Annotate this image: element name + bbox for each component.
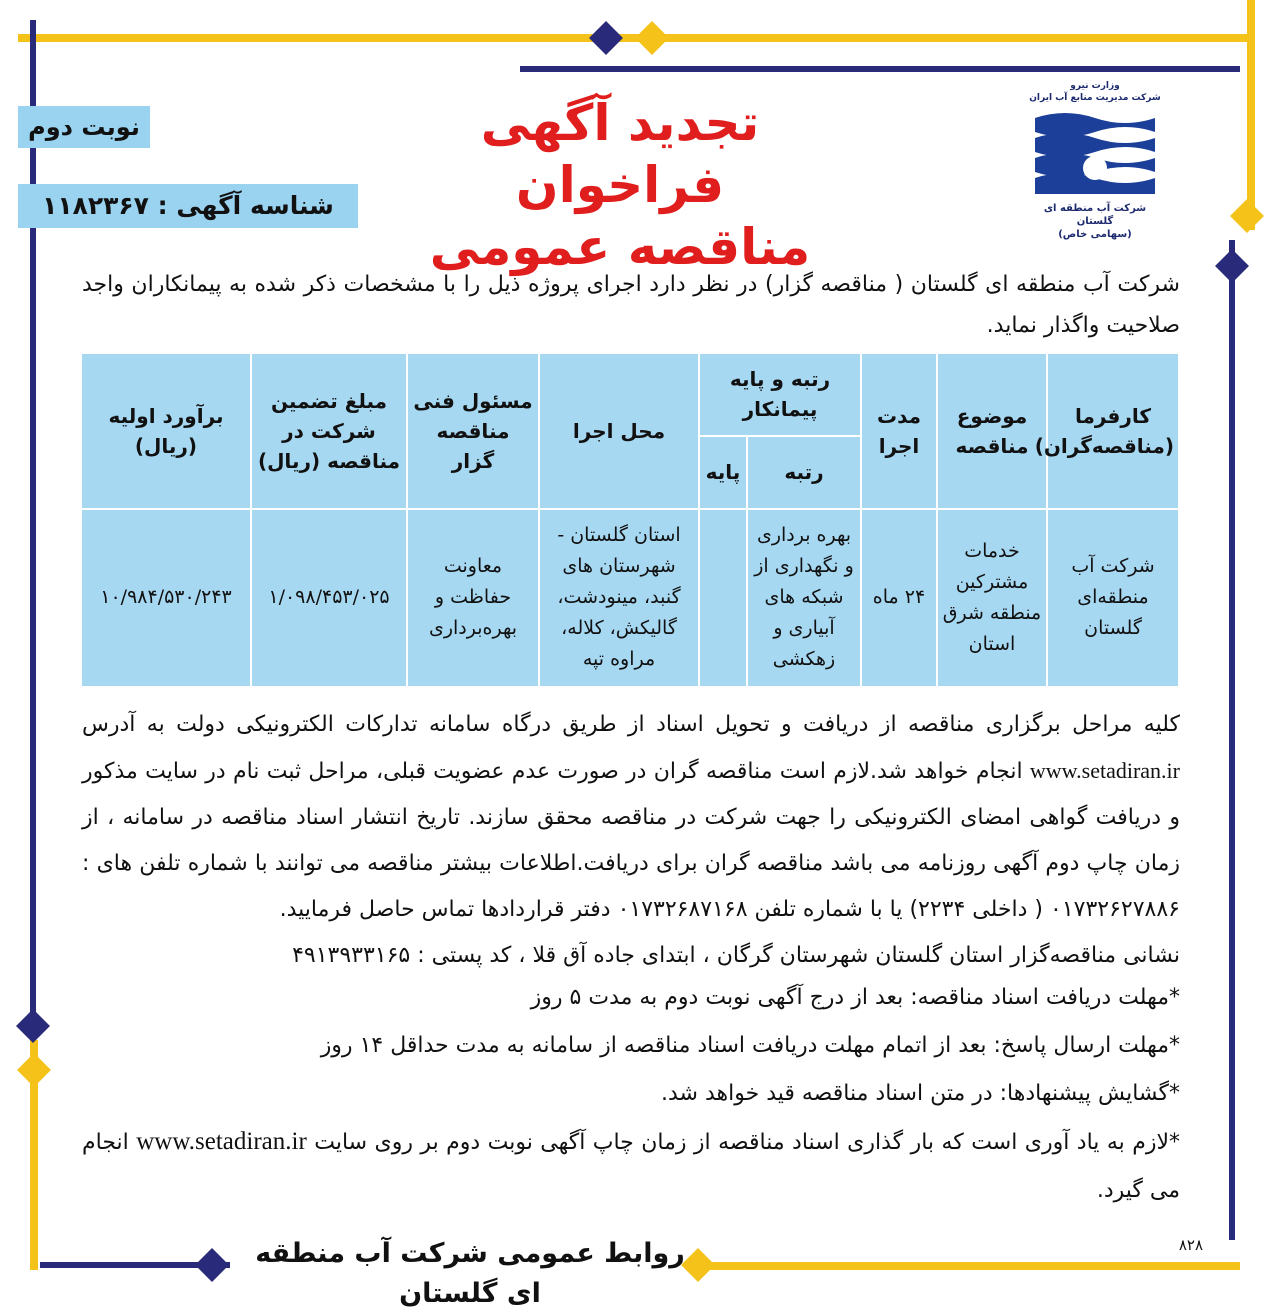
cell-grade: بهره برداری و نگهداری از شبکه های آبیاری و زهکشی bbox=[747, 509, 861, 687]
frame-bottom-stripe bbox=[700, 1262, 1240, 1270]
note-opening: *گشایش پیشنهادها: در متن اسناد مناقصه قید خواهد شد. bbox=[661, 1081, 1180, 1106]
cell-base bbox=[699, 509, 747, 687]
frame-left-stripe bbox=[30, 20, 36, 1020]
frame-top-stripe bbox=[18, 34, 1248, 42]
tender-table bbox=[80, 352, 1180, 688]
header-grade: رتبه bbox=[747, 436, 861, 509]
header-guarantee: مبلغ تضمین شرکت در مناقصه (ریال) bbox=[251, 353, 407, 509]
logo-company-text: شرکت مدیریت منابع آب ایران bbox=[1029, 93, 1161, 103]
header-duration: مدت اجرا bbox=[861, 353, 937, 509]
frame-right-upper-stripe bbox=[1247, 0, 1255, 230]
title-line-2: مناقصه عمومی bbox=[429, 218, 811, 276]
header-subject: موضوع مناقصه bbox=[937, 353, 1047, 509]
procedure-paragraph bbox=[82, 702, 1180, 979]
cell-subject: خدمات مشترکین منطقه شرق استان bbox=[937, 509, 1047, 687]
logo-region-text: شرکت آب منطقه ای گلستان bbox=[1043, 203, 1147, 227]
header-grade-group: رتبه و پایه پیمانکار bbox=[699, 353, 861, 436]
frame-diamond-icon bbox=[1215, 249, 1249, 283]
header-employer: کارفرما (مناقصه‌گران) bbox=[1047, 353, 1179, 509]
note-upload bbox=[82, 1118, 1180, 1215]
notes-section bbox=[82, 974, 1180, 1215]
procedure-text-2: انجام خواهد شد.لازم است مناقصه گران در صورت عدم عضویت قبلی، مراحل ثبت نام در سایت مذکور و دریافت گواهی امضای الکترونیکی را جهت شرکت در مناقصه محقق سازند. تاریخ انتشار اسناد مناقصه در سامانه ، از زمان چاپ دوم آگهی روزنامه می باشد مناقصه گران برای دریافت.اطلاعات بیشتر مناقصه می توانند با شماره تلفن های : ۰۱۷۳۲۶۲۷۸۸۶ ( داخلی ۲۲۳۴) یا با شماره تلفن ۰۱۷۳۲۶۸۷۱۶۸ دفتر قراردادها تماس حاصل فرمایید. bbox=[82, 759, 1180, 922]
cell-duration: ۲۴ ماه bbox=[861, 509, 937, 687]
logo-type-text: (سهامی خاص) bbox=[1058, 229, 1132, 240]
address-text: نشانی مناقصه‌گزار استان گلستان شهرستان گرگان ، ابتدای جاده آق قلا ، کد پستی : ۴۹۱۳۹۳۳۱۶۵ bbox=[292, 943, 1180, 968]
intro-paragraph: شرکت آب منطقه ای گلستان ( مناقصه گزار) در نظر دارد اجرای پروژه ذیل را با مشخصات ذکر شده به پیمانکاران واجد صلاحیت واگذار نماید. bbox=[82, 272, 1180, 338]
water-wave-icon bbox=[1035, 108, 1155, 198]
cell-guarantee: ۱/۰۹۸/۴۵۳/۰۲۵ bbox=[251, 509, 407, 687]
note-upload-text: *لازم به یاد آوری است که بار گذاری اسناد مناقصه از زمان چاپ آگهی نوبت دوم بر روی سایت bbox=[314, 1130, 1181, 1155]
note-response-deadline: *مهلت ارسال پاسخ: بعد از اتمام مهلت دریافت اسناد مناقصه از سامانه به مدت حداقل ۱۴ روز bbox=[320, 1033, 1180, 1058]
header-location: محل اجرا bbox=[539, 353, 699, 509]
setadiran-link[interactable]: www.setadiran.ir bbox=[1029, 758, 1180, 783]
note-upload-end: انجام می گیرد. bbox=[82, 1130, 1180, 1203]
title-line-1: تجدید آگهی فراخوان bbox=[480, 94, 760, 214]
header-estimate: برآورد اولیه (ریال) bbox=[81, 353, 251, 509]
table-header-row bbox=[81, 353, 1179, 436]
header-technical-officer: مسئول فنی مناقصه گزار bbox=[407, 353, 539, 509]
frame-diamond-icon bbox=[16, 1009, 50, 1043]
page-number: ۸۲۸ bbox=[1178, 1236, 1203, 1254]
footer-public-relations: روابط عمومی شرکت آب منطقه ای گلستان bbox=[255, 1238, 685, 1309]
frame-top-inner-stripe bbox=[520, 66, 1240, 72]
logo-ministry-text: وزارت نیرو bbox=[1070, 81, 1120, 91]
frame-diamond-icon bbox=[635, 21, 669, 55]
cell-employer: شرکت آب منطقه‌ای گلستان bbox=[1047, 509, 1179, 687]
cell-technical-officer: معاونت حفاظت و بهره‌برداری bbox=[407, 509, 539, 687]
procedure-text-1: کلیه مراحل برگزاری مناقصه از دریافت و تحویل اسناد از طریق درگاه سامانه تدارکات الکترونیکی دولت به آدرس bbox=[82, 712, 1180, 737]
note-document-deadline: *مهلت دریافت اسناد مناقصه: بعد از درج آگهی نوبت دوم به مدت ۵ روز bbox=[530, 985, 1180, 1010]
cell-estimate: ۱۰/۹۸۴/۵۳۰/۲۴۳ bbox=[81, 509, 251, 687]
frame-diamond-icon bbox=[17, 1053, 51, 1087]
frame-diamond-icon bbox=[589, 21, 623, 55]
header-base: پایه bbox=[699, 436, 747, 509]
round-badge: نوبت دوم bbox=[18, 106, 150, 148]
frame-diamond-icon bbox=[195, 1248, 229, 1282]
organization-logo bbox=[1025, 80, 1165, 250]
ad-id-badge: شناسه آگهی : ۱۱۸۲۳۶۷ bbox=[18, 184, 358, 228]
cell-location: استان گلستان - شهرستان های گنبد، مینودشت، گالیکش، کلاله، مراوه تپه bbox=[539, 509, 699, 687]
table-row bbox=[81, 509, 1179, 687]
page-title bbox=[400, 92, 840, 278]
frame-right-stripe bbox=[1229, 240, 1235, 1240]
setadiran-link-2[interactable]: www.setadiran.ir bbox=[136, 1128, 307, 1155]
frame-diamond-icon bbox=[1230, 199, 1264, 233]
